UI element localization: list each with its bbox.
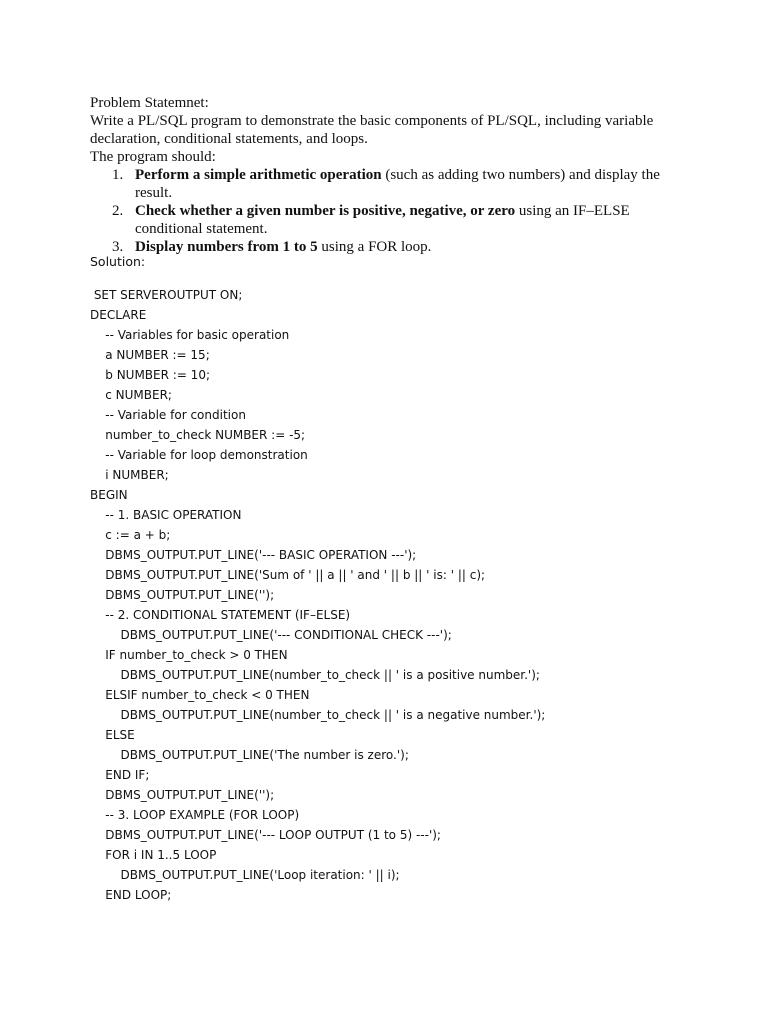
task-item	[90, 238, 690, 256]
solution-label: Solution:	[90, 254, 146, 269]
task-bold-text: Perform a simple arithmetic operation	[135, 167, 382, 183]
code-line: DBMS_OUTPUT.PUT_LINE('--- BASIC OPERATION ---');	[90, 548, 417, 562]
code-line: END IF;	[90, 768, 150, 782]
task-rest-text: using an IF–ELSE conditional statement.	[135, 203, 630, 237]
code-line: IF number_to_check > 0 THEN	[90, 648, 288, 662]
code-line: -- Variable for condition	[90, 408, 246, 422]
task-item	[90, 166, 690, 202]
code-line: -- 3. LOOP EXAMPLE (FOR LOOP)	[90, 808, 300, 822]
code-line: DECLARE	[90, 308, 147, 322]
code-line: c NUMBER;	[90, 388, 172, 402]
code-line: ELSIF number_to_check < 0 THEN	[90, 688, 310, 702]
task-item	[90, 202, 690, 238]
code-line: -- 2. CONDITIONAL STATEMENT (IF–ELSE)	[90, 608, 351, 622]
code-line: a NUMBER := 15;	[90, 348, 210, 362]
code-line: b NUMBER := 10;	[90, 368, 210, 382]
code-line: ELSE	[90, 728, 135, 742]
code-line: DBMS_OUTPUT.PUT_LINE('--- CONDITIONAL CHECK ---');	[90, 628, 452, 642]
code-line: END LOOP;	[90, 888, 172, 902]
code-line: -- 1. BASIC OPERATION	[90, 508, 242, 522]
code-line: BEGIN	[90, 488, 128, 502]
code-line: -- Variable for loop demonstration	[90, 448, 308, 462]
code-line: number_to_check NUMBER := -5;	[90, 428, 306, 442]
problem-intro: Write a PL/SQL program to demonstrate the basic components of PL/SQL, including variable declaration, conditional statements, and loops.	[90, 113, 654, 147]
code-line: DBMS_OUTPUT.PUT_LINE('Sum of ' || a || ' and ' || b || ' is: ' || c);	[90, 568, 486, 582]
code-line: DBMS_OUTPUT.PUT_LINE(number_to_check || ' is a negative number.');	[90, 708, 546, 722]
code-line: DBMS_OUTPUT.PUT_LINE('');	[90, 788, 275, 802]
code-line: FOR i IN 1..5 LOOP	[90, 848, 217, 862]
code-block	[90, 285, 730, 905]
task-number: 1.	[112, 167, 124, 183]
code-line: i NUMBER;	[90, 468, 169, 482]
code-line: c := a + b;	[90, 528, 171, 542]
task-rest-text: (such as adding two numbers) and display the result.	[135, 167, 660, 201]
problem-heading: Problem Statemnet:	[90, 95, 209, 111]
task-list	[90, 166, 690, 256]
code-line: DBMS_OUTPUT.PUT_LINE('The number is zero.');	[90, 748, 409, 762]
code-line: -- Variables for basic operation	[90, 328, 290, 342]
program-should-label: The program should:	[90, 149, 216, 165]
code-line: DBMS_OUTPUT.PUT_LINE('--- LOOP OUTPUT (1 to 5) ---');	[90, 828, 441, 842]
code-line: DBMS_OUTPUT.PUT_LINE(number_to_check || ' is a positive number.');	[90, 668, 540, 682]
task-rest-text: using a FOR loop.	[317, 239, 432, 255]
code-line: DBMS_OUTPUT.PUT_LINE('Loop iteration: ' || i);	[90, 868, 400, 882]
task-number: 3.	[112, 239, 124, 255]
task-number: 2.	[112, 203, 124, 219]
problem-statement	[90, 94, 690, 256]
task-bold-text: Display numbers from 1 to 5	[135, 239, 318, 255]
task-bold-text: Check whether a given number is positive, negative, or zero	[135, 203, 516, 219]
code-line: SET SERVEROUTPUT ON;	[90, 288, 243, 302]
code-line: DBMS_OUTPUT.PUT_LINE('');	[90, 588, 275, 602]
